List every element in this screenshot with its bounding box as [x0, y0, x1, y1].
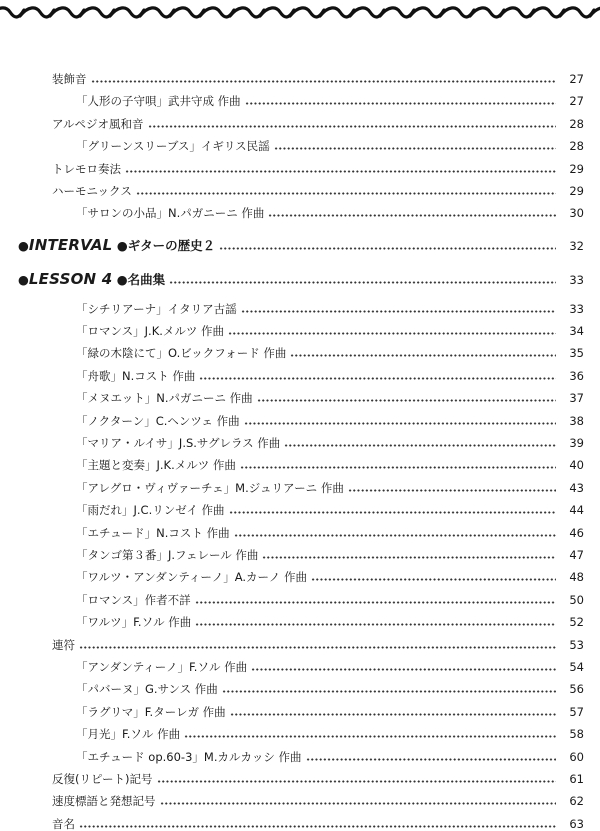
toc-page-number: 36	[569, 368, 584, 383]
toc-entry-title: 「エチュード」N.コスト 作曲	[76, 525, 230, 540]
toc-entry-title: 「緑の木陰にて」O.ビックフォード 作曲	[76, 346, 287, 361]
dot-leader	[262, 547, 556, 559]
dot-leader	[241, 301, 556, 313]
toc-page-number: 32	[569, 238, 584, 253]
dot-leader	[184, 726, 556, 738]
section-subtitle: ●名曲集	[116, 272, 166, 288]
dot-leader	[268, 205, 556, 217]
toc-entry	[0, 788, 600, 808]
toc-page-number: 27	[569, 72, 584, 86]
toc-entry	[0, 475, 600, 495]
dot-leader	[230, 704, 556, 716]
toc-page-number: 56	[569, 682, 584, 697]
toc-entry	[0, 340, 600, 360]
dot-leader	[195, 592, 556, 604]
toc-section-heading	[0, 267, 600, 287]
toc-entry	[0, 156, 600, 176]
toc-entry	[0, 363, 600, 383]
dot-leader	[148, 116, 556, 128]
dot-leader	[219, 238, 556, 250]
toc-entry-title: 「マリア・ルイサ」J.S.サグレラス 作曲	[76, 436, 281, 450]
toc-entry	[0, 66, 600, 86]
toc-entry	[0, 609, 600, 629]
toc-page-number: 50	[569, 592, 584, 607]
toc-entry	[0, 88, 600, 108]
toc-entry-title: 「シチリアーナ」イタリア古謡	[76, 301, 237, 316]
dot-leader	[222, 681, 556, 693]
dot-leader	[160, 793, 557, 805]
dot-leader	[157, 771, 556, 783]
toc-entry-title: 「メヌエット」N.パガニーニ 作曲	[76, 391, 253, 406]
toc-page-number: 47	[569, 548, 584, 562]
toc-page-number: 34	[569, 324, 584, 338]
toc-entry	[0, 296, 600, 316]
toc-entry	[0, 564, 600, 584]
dot-leader	[169, 272, 556, 284]
toc-section-heading	[0, 233, 600, 253]
dot-leader	[274, 138, 556, 150]
wave-stroke	[590, 8, 600, 17]
toc-entry-title: 「月光」F.ソル 作曲	[76, 727, 181, 742]
toc-entry-title: 連符	[52, 637, 75, 652]
dot-leader	[195, 614, 556, 626]
toc-entry-title: 「タンゴ第３番」J.フェレール 作曲	[76, 548, 259, 562]
toc-entry-title	[0, 272, 165, 287]
section-subtitle: ●ギターの歴史２	[116, 237, 216, 253]
dot-leader	[284, 435, 556, 447]
toc-page-number: 57	[569, 704, 584, 719]
toc-page-number: 33	[569, 301, 584, 316]
toc-page-number: 58	[569, 727, 584, 742]
toc-page-number: 28	[569, 139, 584, 154]
toc-entry	[0, 385, 600, 405]
toc-entry	[0, 744, 600, 764]
toc-page-number: 62	[569, 794, 584, 809]
dot-leader	[79, 816, 556, 828]
toc-entry-title: 「ワルツ」F.ソル 作曲	[76, 615, 192, 630]
toc-page-number: 37	[569, 391, 584, 406]
dot-leader	[290, 345, 556, 357]
decorative-wave-border	[0, 0, 600, 30]
toc-page-number: 53	[569, 637, 584, 652]
toc-entry-title	[0, 235, 216, 254]
toc-entry	[0, 676, 600, 696]
toc-entry	[0, 721, 600, 741]
toc-page-number: 60	[569, 749, 584, 764]
bullet-marker: ●	[18, 272, 29, 288]
toc-page-number: 44	[569, 503, 584, 518]
toc-entry	[0, 200, 600, 220]
dot-leader	[348, 480, 556, 492]
toc-page-number: 30	[569, 206, 584, 221]
toc-page-number: 54	[569, 660, 584, 674]
toc-entry	[0, 111, 600, 131]
toc-entry	[0, 178, 600, 198]
toc-entry	[0, 654, 600, 674]
section-heading: LESSON 4	[28, 270, 113, 289]
toc-entry-title: 「ワルツ・アンダンティーノ」A.カーノ 作曲	[76, 570, 307, 585]
toc-page-number: 46	[569, 525, 584, 540]
toc-entry	[0, 542, 600, 562]
dot-leader	[125, 161, 556, 173]
dot-leader	[311, 569, 556, 581]
dot-leader	[91, 71, 557, 83]
toc-entry	[0, 811, 600, 831]
toc-page-number: 52	[569, 615, 584, 630]
section-heading: INTERVAL	[28, 235, 113, 254]
toc-page-number: 61	[569, 772, 584, 786]
bullet-marker: ●	[18, 237, 29, 253]
toc-page-number: 39	[569, 436, 584, 450]
toc-entry	[0, 430, 600, 450]
toc-page-number: 35	[569, 346, 584, 361]
toc-entry	[0, 318, 600, 338]
toc-entry-title: 「グリーンスリーブス」イギリス民謡	[76, 139, 270, 154]
toc-page-number: 63	[569, 816, 584, 831]
toc-entry-title: 「サロンの小品」N.パガニーニ 作曲	[76, 206, 265, 221]
toc-entry-title: 「ノクターン」C.ヘンツェ 作曲	[76, 413, 240, 428]
toc-page-number: 38	[569, 413, 584, 428]
toc-entry-title: 音名	[52, 816, 75, 831]
toc-page-number: 28	[569, 116, 584, 131]
toc-entry	[0, 520, 600, 540]
toc-entry-title: 装飾音	[52, 72, 87, 86]
toc-entry	[0, 452, 600, 472]
toc-entry-title: 「ロマンス」J.K.メルツ 作曲	[76, 324, 225, 338]
toc-page-number: 40	[569, 458, 584, 473]
dot-leader	[229, 502, 556, 514]
toc-entry	[0, 766, 600, 786]
toc-page-number: 29	[569, 184, 584, 198]
dot-leader	[79, 637, 556, 649]
toc-entry	[0, 497, 600, 517]
dot-leader	[136, 183, 556, 195]
toc-entry-title: 「アンダンティーノ」F.ソル 作曲	[76, 660, 248, 674]
toc-entry-title: 「人形の子守唄」武井守成 作曲	[76, 94, 241, 109]
dot-leader	[234, 525, 556, 537]
toc-entry	[0, 587, 600, 607]
toc-entry-title: 「パバーヌ」G.サンス 作曲	[76, 682, 218, 697]
toc-entry-title: ハーモニックス	[52, 184, 132, 198]
toc-entry-title: 「エチュード op.60-3」M.カルカッシ 作曲	[76, 749, 302, 764]
toc-entry-title: 反復(リピート)記号	[52, 772, 153, 786]
toc-entry	[0, 133, 600, 153]
dot-leader	[199, 368, 556, 380]
toc-entry-title: トレモロ奏法	[52, 161, 121, 176]
toc-entry-title: 「主題と変奏」J.K.メルツ 作曲	[76, 458, 236, 473]
toc-entry-title: 「ロマンス」作者不詳	[76, 592, 191, 607]
toc-page-number: 27	[569, 94, 584, 109]
dot-leader	[245, 93, 556, 105]
toc-page-number: 29	[569, 161, 584, 176]
toc-entry	[0, 699, 600, 719]
dot-leader	[306, 749, 556, 761]
toc-entry-title: 速度標語と発想記号	[52, 794, 156, 809]
toc-page-number: 43	[569, 480, 584, 495]
dot-leader	[228, 323, 556, 335]
dot-leader	[240, 457, 556, 469]
toc-entry-title: 「ラグリマ」F.ターレガ 作曲	[76, 704, 226, 719]
toc-entry-title: 「アレグロ・ヴィヴァーチェ」M.ジュリアーニ 作曲	[76, 480, 344, 495]
dot-leader	[257, 390, 556, 402]
toc-entry-title: 「雨だれ」J.C.リンゼイ 作曲	[76, 503, 225, 518]
toc-entry-title: アルペジオ風和音	[52, 116, 144, 131]
toc-page-number: 48	[569, 570, 584, 585]
toc-entry	[0, 408, 600, 428]
toc-page-number: 33	[569, 273, 584, 288]
dot-leader	[244, 413, 556, 425]
dot-leader	[251, 659, 556, 671]
toc-entry-title: 「舟歌」N.コスト 作曲	[76, 368, 196, 383]
toc-entry	[0, 632, 600, 652]
